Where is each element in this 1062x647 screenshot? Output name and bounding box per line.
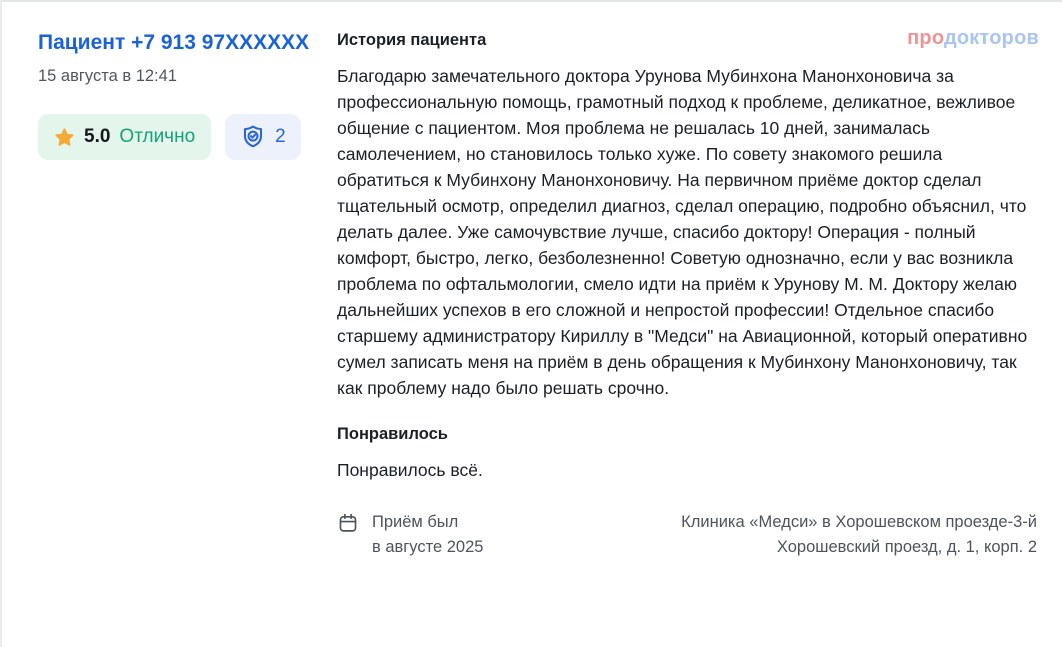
liked-text: Понравилось всё. — [337, 460, 483, 480]
patient-link[interactable]: Пациент +7 913 97XXXXXX — [38, 31, 310, 54]
logo-part-doctors: докторов — [944, 27, 1039, 49]
clinic-name: Клиника «Медси» в Хорошевском проезде-3-й — [681, 513, 1037, 531]
review-body-text: Благодарю замечательного доктора Урунова Мубинхона Манонхоновича за профессиональную помощь, грамотный подход к проблеме, деликатное, вежливое общение с пациентом. Моя проблема не решалась 10 дней, занималась самолечением, но становилось только хуже. По совету знакомого решила обратиться к Мубинхону Манонхоновичу. На первичном приёме доктор сделал тщательный осмотр, определил диагноз, сделал операцию, подробно объяснил, что делать далее. Уже самочувствие лучше, спасибо доктору! Операция - полный комфорт, быстро, легко, безболезненно! Советую однозначно, если у вас возникла проблема по офтальмологии, смело идти на приём к Урунову М. М. Доктору желаю дальнейших успехов в его сложной и непростой профессии! Отдельное спасибо старшему администратору Кириллу в "Медси" на Авиационной, который оперативно сумел записать меня на приём в день обращения к Мубинхону Манонхоновичу, так как проблему надо было решать срочно. — [337, 66, 1028, 398]
star-icon — [54, 127, 75, 148]
review-footer — [337, 510, 1037, 560]
rating-label: Отлично — [119, 126, 196, 147]
shield-check-icon — [240, 124, 266, 150]
visit-date-text — [372, 510, 483, 560]
calendar-icon — [337, 512, 359, 560]
visit-date-line1: Приём был — [372, 513, 459, 531]
prodoctorov-logo — [907, 27, 1039, 50]
clinic-address: Хорошевский проезд, д. 1, корп. 2 — [776, 538, 1037, 556]
verified-reviews-badge[interactable] — [225, 114, 301, 160]
clinic-link[interactable] — [681, 510, 1037, 560]
history-title: История пациента — [337, 31, 487, 49]
badges-row — [38, 114, 318, 160]
review-date: 15 августа в 12:41 — [38, 67, 177, 85]
rating-score: 5.0 — [84, 126, 111, 147]
logo-part-pro: про — [907, 27, 944, 49]
visit-date-line2: в августе 2025 — [372, 538, 484, 556]
rating-badge — [38, 114, 211, 160]
liked-title: Понравилось — [337, 425, 448, 443]
review-content-column — [337, 30, 1037, 560]
review-meta-column — [38, 30, 318, 160]
visit-info — [337, 510, 483, 560]
verified-count: 2 — [275, 126, 286, 147]
